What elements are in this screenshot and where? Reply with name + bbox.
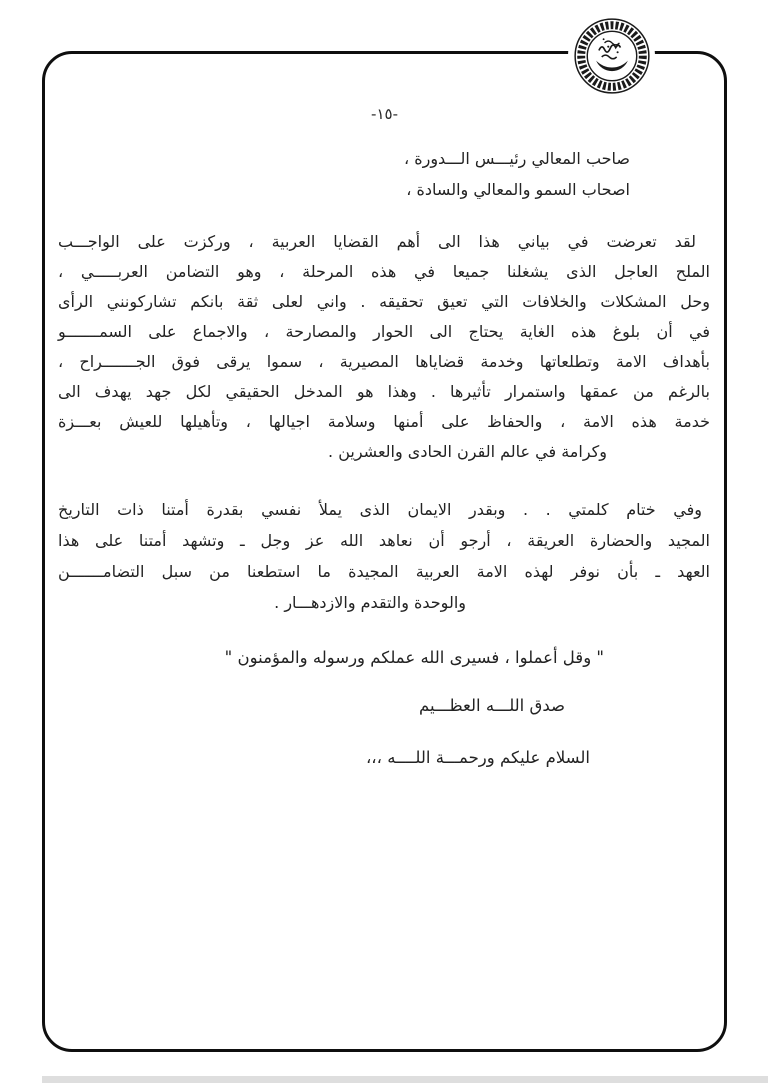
quote-attribution-line: صدق اللـــه العظـــيم xyxy=(419,696,565,715)
scan-artifact-band xyxy=(42,1076,768,1083)
text-line: اصحاب السمو والمعالي والسادة ، xyxy=(406,180,630,199)
text-line: العهد ـ بأن نوفر لهذه الامة العربية المجيدة ما استطعنا من سبل التضامـــــــن xyxy=(58,562,710,581)
text-line: لقد تعرضت في بياني هذا الى أهم القضايا العربية ، وركزت على الواجـــب xyxy=(58,232,696,251)
quran-quote-line: " وقل أعملوا ، فسيرى الله عملكم ورسوله والمؤمنون " xyxy=(224,648,604,667)
speech-paragraph-2 xyxy=(58,494,710,618)
text-line: والوحدة والتقدم والازدهـــار . xyxy=(274,593,466,612)
text-line: صاحب المعالي رئيـــس الـــدورة ، xyxy=(403,149,630,168)
text-line: الملح العاجل الذى يشغلنا جميعا في هذه المرحلة ، وهو التضامن العربـــــي ، xyxy=(58,262,710,281)
text-line: وحل المشكلات والخلافات التي تعيق تحقيقه . واني لعلى ثقة بانكم تشاركونني الرأى xyxy=(58,292,710,311)
text-line: وفي ختام كلمتي . . وبقدر الايمان الذى يملأ نفسي بقدرة أمتنا ذات التاريخ xyxy=(58,500,702,519)
speech-paragraph-1 xyxy=(58,227,710,467)
text-line: بأهداف الامة وتطلعاتها وخدمة قضاياها المصيرية ، سموا يرقى فوق الجـــــــراح ، xyxy=(58,352,710,371)
text-line: بالرغم من عمقها واستمرار تأثيرها . وهذا هو المدخل الحقيقي لكل جهد يهدف الى xyxy=(58,382,710,401)
text-line: خدمة هذه الامة ، والحفاظ على أمنها وسلامة اجيالها ، وتأهيلها للعيش بعـــزة xyxy=(58,412,710,431)
page-number: -١٥- xyxy=(371,105,398,123)
arab-league-emblem-icon xyxy=(568,12,655,99)
arab-league-emblem-svg xyxy=(570,14,654,98)
farewell-line: السلام عليكم ورحمـــة اللــــه ،،، xyxy=(365,748,590,767)
text-line: في أن بلوغ هذه الغاية يحتاج الى الحوار والمصارحة ، والاجماع على السمـــــــو xyxy=(58,322,710,341)
salutation-block xyxy=(404,143,630,205)
text-line: المجيد والحضارة العريقة ، أرجو أن نعاهد الله عز وجل ـ وتشهد أمتنا على هذا xyxy=(58,531,710,550)
text-line: وكرامة في عالم القرن الحادى والعشرين . xyxy=(328,442,607,461)
